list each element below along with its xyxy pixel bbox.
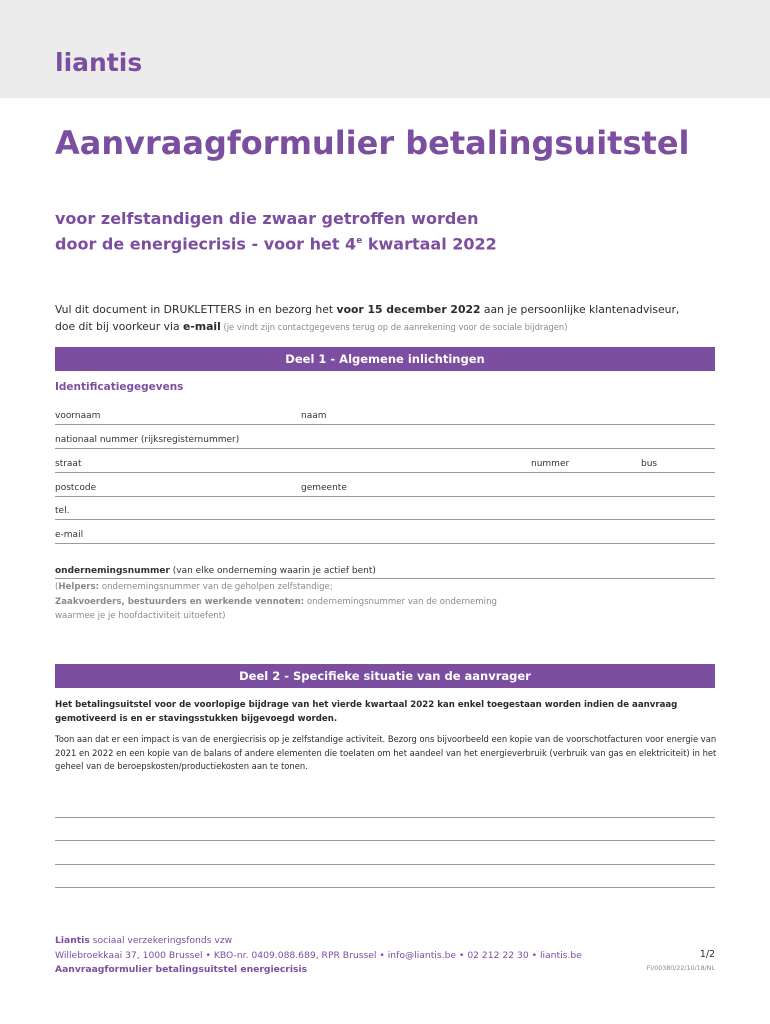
page-subtitle [55, 207, 715, 255]
label-postcode: postcode [55, 483, 97, 493]
label-voornaam: voornaam [55, 411, 101, 421]
section-2-bold-text: Het betalingsuitstel voor de voorlopige bijdrage van het vierde kwartaal 2022 kan enkel toegestaan worden indien de aanvraag gemotiveerd is en er stavingsstukken bijgevoegd worden. [55, 700, 678, 724]
label-tel: tel. [55, 506, 70, 516]
field-national-number[interactable] [55, 448, 715, 449]
label-enterprise-number [55, 566, 376, 576]
intro-part-1: Vul dit document in DRUKLETTERS in en bezorg het [55, 303, 337, 316]
field-postcode-gemeente[interactable] [55, 496, 715, 497]
liantis-logo: liantis [55, 48, 143, 77]
field-email[interactable] [55, 543, 715, 544]
field-voornaam-naam[interactable] [55, 424, 715, 425]
footer [55, 934, 655, 978]
intro-part-3: doe dit bij voorkeur via [55, 320, 184, 333]
label-national-number: nationaal nummer (rijksregisternummer) [55, 435, 240, 445]
label-straat: straat [55, 459, 82, 469]
answer-line[interactable] [55, 840, 715, 841]
label-nummer: nummer [531, 459, 570, 469]
intro-deadline: voor 15 december 2022 [336, 303, 481, 316]
intro-email: e-mail [183, 320, 221, 333]
field-address[interactable] [55, 472, 715, 473]
document-reference: FI/00380/22/10/18/NL [646, 965, 715, 972]
page-title: Aanvraagformulier betalingsuitstel [55, 124, 690, 162]
label-gemeente: gemeente [301, 483, 347, 493]
label-enterprise-number-bold: ondernemingsnummer [55, 566, 170, 576]
intro-part-2: aan je persoonlijke klantenadviseur, [480, 303, 680, 316]
label-bus: bus [641, 459, 658, 469]
field-enterprise-number[interactable] [55, 578, 715, 579]
helpers-line-3: waarmee je je hoofdactiviteit uitoefent) [55, 611, 226, 621]
managers-bold: Zaakvoerders, bestuurders en werkende vennoten: [55, 596, 305, 607]
label-naam: naam [301, 411, 327, 421]
answer-line[interactable] [55, 887, 715, 888]
answer-line[interactable] [55, 817, 715, 818]
section-2-text: Toon aan dat er een impact is van de energiecrisis op je zelfstandige activiteit. Bezorg ons bijvoorbeeld een kopie van de voorschotfacturen voor energie van 2021 en 2022 en een kopie van de balans of andere elementen die toelaten om het aandeel van het energieverbruik (verbruik van gas en elektriciteit) in het geheel van de beroepskosten/productiekosten aan te tonen. [55, 734, 717, 771]
answer-line[interactable] [55, 864, 715, 865]
subtitle-line-1: voor zelfstandigen die zwaar getroffen worden [55, 209, 479, 228]
footer-doc-title: Aanvraagformulier betalingsuitstel energiecrisis [55, 964, 308, 975]
helpers-bold: Helpers: [58, 582, 100, 592]
section-1-bar: Deel 1 - Algemene inlichtingen [55, 347, 715, 371]
helpers-note [55, 580, 575, 624]
helpers-line-1: ondernemingsnummer van de geholpen zelfstandige; [99, 582, 333, 592]
intro-text [55, 301, 720, 336]
subtitle-line-2 [55, 230, 715, 255]
section-2-bar: Deel 2 - Specifieke situatie van de aanvrager [55, 664, 715, 688]
helpers-line-2: ondernemingsnummer van de onderneming [304, 596, 497, 607]
page-number: 1/2 [699, 949, 715, 960]
subtitle-line-2-start: door de energiecrisis - voor het 4 [55, 234, 357, 254]
intro-note: (je vindt zijn contactgegevens terug op de aanrekening voor de sociale bijdragen) [220, 322, 568, 332]
subtitle-superscript: e [356, 236, 363, 246]
identification-heading: Identificatiegegevens [55, 381, 184, 393]
label-email: e-mail [55, 530, 84, 540]
field-tel[interactable] [55, 519, 715, 520]
footer-line-1: sociaal verzekeringsfonds vzw [89, 935, 233, 946]
helpers-paren: ( [55, 582, 59, 592]
subtitle-line-2-end: kwartaal 2022 [362, 234, 497, 254]
footer-brand: Liantis [55, 935, 90, 946]
label-enterprise-number-note: (van elke onderneming waarin je actief bent) [169, 566, 376, 576]
footer-address: Willebroekkaai 37, 1000 Brussel • KBO-nr. 0409.088.689, RPR Brussel • info@liantis.be • 02 212 22 30 • liantis.be [55, 949, 582, 961]
